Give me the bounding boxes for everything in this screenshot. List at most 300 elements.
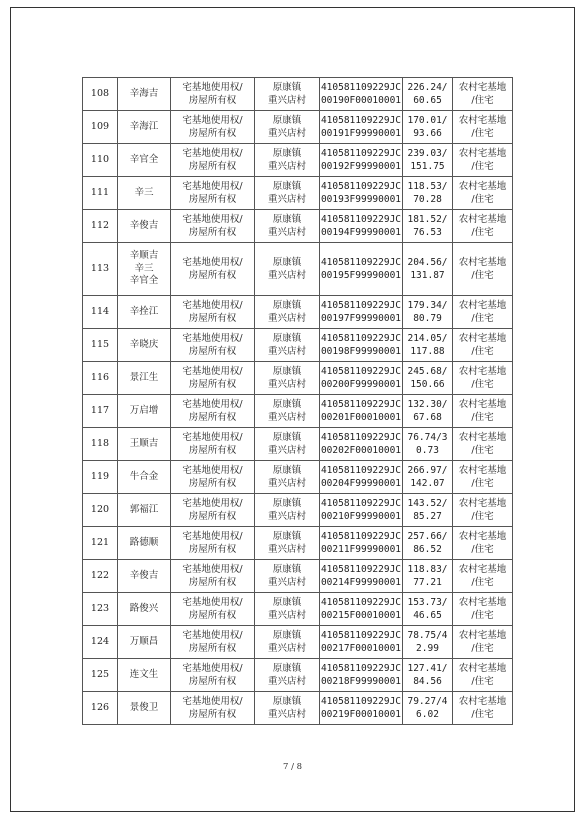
location-cell (255, 362, 320, 395)
right-type-cell (171, 626, 255, 659)
land-use-cell-line: /住宅 (471, 544, 494, 555)
unit-code-cell (320, 177, 403, 210)
land-use-cell (453, 659, 513, 692)
table-row (83, 329, 513, 362)
land-use-cell (453, 593, 513, 626)
owner-name-cell (118, 692, 171, 725)
area-cell-line: 266.97/ (407, 464, 448, 476)
land-use-cell-line: /住宅 (471, 346, 494, 357)
unit-code-cell-line: 00192F99990001 (320, 161, 402, 172)
unit-code-cell (320, 593, 403, 626)
land-use-cell-line: 农村宅基地 (458, 213, 507, 225)
location-cell-line: 原康镇 (272, 147, 302, 159)
area-cell (403, 243, 453, 296)
owner-name-cell-line: 辛俊吉 (129, 570, 159, 582)
land-use-cell-line: 农村宅基地 (458, 114, 507, 126)
row-number: 121 (83, 527, 118, 560)
area-cell-line: 181.52/ (407, 213, 448, 225)
table-row (83, 593, 513, 626)
owner-name-cell-line: 辛海吉 (129, 88, 159, 100)
right-type-cell-line: 宅基地使用权/ (182, 695, 243, 707)
unit-code-cell-line: 00197F99990001 (320, 313, 402, 324)
area-cell-line: 257.66/ (407, 530, 448, 542)
land-use-cell-line: /住宅 (471, 577, 494, 588)
table-row (83, 461, 513, 494)
row-number: 111 (83, 177, 118, 210)
right-type-cell-line: 宅基地使用权/ (182, 431, 243, 443)
unit-code-cell (320, 362, 403, 395)
location-cell (255, 527, 320, 560)
land-use-cell-line: 农村宅基地 (458, 299, 507, 311)
area-cell (403, 626, 453, 659)
land-use-cell-line: 农村宅基地 (458, 256, 507, 268)
area-cell-line: 0.73 (416, 445, 439, 456)
owner-name-cell-line: 辛官全 (129, 154, 159, 166)
records-table (82, 77, 513, 725)
area-cell-line: 76.74/3 (407, 431, 448, 443)
right-type-cell-line: 房屋所有权 (188, 270, 237, 281)
location-cell-line: 原康镇 (272, 563, 302, 575)
row-number: 122 (83, 560, 118, 593)
location-cell-line: 重兴店村 (267, 379, 306, 390)
land-use-cell-line: /住宅 (471, 511, 494, 522)
land-use-cell-line: /住宅 (471, 227, 494, 238)
table-row (83, 626, 513, 659)
right-type-cell-line: 宅基地使用权/ (182, 629, 243, 641)
area-cell (403, 461, 453, 494)
unit-code-cell-line: 410581109229JC (320, 332, 402, 344)
row-number: 108 (83, 78, 118, 111)
unit-code-cell-line: 410581109229JC (320, 365, 402, 377)
location-cell-line: 原康镇 (272, 180, 302, 192)
land-use-cell-line: 农村宅基地 (458, 662, 507, 674)
unit-code-cell-line: 410581109229JC (320, 530, 402, 542)
right-type-cell-line: 房屋所有权 (188, 95, 237, 106)
right-type-cell-line: 宅基地使用权/ (182, 256, 243, 268)
unit-code-cell-line: 00211F99990001 (320, 544, 402, 555)
location-cell-line: 原康镇 (272, 530, 302, 542)
right-type-cell-line: 房屋所有权 (188, 346, 237, 357)
right-type-cell (171, 362, 255, 395)
right-type-cell (171, 692, 255, 725)
location-cell (255, 177, 320, 210)
land-use-cell-line: /住宅 (471, 194, 494, 205)
land-use-cell (453, 177, 513, 210)
location-cell-line: 原康镇 (272, 81, 302, 93)
location-cell-line: 重兴店村 (267, 610, 306, 621)
unit-code-cell-line: 00200F99990001 (320, 379, 402, 390)
row-number: 118 (83, 428, 118, 461)
right-type-cell (171, 461, 255, 494)
land-use-cell-line: /住宅 (471, 643, 494, 654)
land-use-cell-line: 农村宅基地 (458, 497, 507, 509)
unit-code-cell (320, 560, 403, 593)
area-cell-line: 6.02 (416, 709, 439, 720)
table-row (83, 362, 513, 395)
owner-name-cell (118, 111, 171, 144)
unit-code-cell-line: 410581109229JC (320, 629, 402, 641)
row-number: 119 (83, 461, 118, 494)
area-cell-line: 214.05/ (407, 332, 448, 344)
unit-code-cell (320, 659, 403, 692)
area-cell-line: 153.73/ (407, 596, 448, 608)
area-cell-line: 118.53/ (407, 180, 448, 192)
area-cell-line: 117.88 (410, 346, 445, 357)
owner-name-cell (118, 362, 171, 395)
right-type-cell-line: 房屋所有权 (188, 161, 237, 172)
area-cell-line: 93.66 (413, 128, 442, 139)
area-cell (403, 210, 453, 243)
land-use-cell-line: 农村宅基地 (458, 398, 507, 410)
table-row (83, 692, 513, 725)
land-use-cell-line: /住宅 (471, 610, 494, 621)
area-cell-line: 143.52/ (407, 497, 448, 509)
location-cell-line: 原康镇 (272, 114, 302, 126)
table-row (83, 144, 513, 177)
land-use-cell-line: 农村宅基地 (458, 596, 507, 608)
right-type-cell (171, 111, 255, 144)
area-cell (403, 144, 453, 177)
owner-name-cell-line: 万顺昌 (129, 636, 159, 648)
location-cell (255, 329, 320, 362)
owner-name-cell-line: 路俊兴 (129, 603, 159, 615)
unit-code-cell-line: 00215F00010001 (320, 610, 402, 621)
unit-code-cell-line: 00201F00010001 (320, 412, 402, 423)
location-cell-line: 原康镇 (272, 431, 302, 443)
right-type-cell-line: 宅基地使用权/ (182, 563, 243, 575)
row-number: 113 (83, 243, 118, 296)
location-cell-line: 重兴店村 (267, 544, 306, 555)
table-row (83, 659, 513, 692)
land-use-cell-line: 农村宅基地 (458, 365, 507, 377)
owner-name-cell-line: 辛官全 (129, 275, 159, 287)
right-type-cell-line: 宅基地使用权/ (182, 530, 243, 542)
area-cell (403, 659, 453, 692)
right-type-cell-line: 宅基地使用权/ (182, 398, 243, 410)
row-number: 117 (83, 395, 118, 428)
owner-name-cell (118, 626, 171, 659)
owner-name-cell (118, 243, 171, 296)
area-cell-line: 204.56/ (407, 256, 448, 268)
area-cell (403, 296, 453, 329)
unit-code-cell-line: 410581109229JC (320, 695, 402, 707)
owner-name-cell (118, 395, 171, 428)
row-number: 123 (83, 593, 118, 626)
owner-name-cell (118, 527, 171, 560)
location-cell-line: 重兴店村 (267, 676, 306, 687)
location-cell-line: 重兴店村 (267, 194, 306, 205)
owner-name-cell-line: 辛海江 (129, 121, 159, 133)
location-cell-line: 重兴店村 (267, 709, 306, 720)
land-use-cell-line: /住宅 (471, 128, 494, 139)
owner-name-cell-line: 辛晓庆 (129, 339, 159, 351)
area-cell-line: 86.52 (413, 544, 442, 555)
land-use-cell (453, 494, 513, 527)
unit-code-cell-line: 410581109229JC (320, 398, 402, 410)
location-cell-line: 重兴店村 (267, 95, 306, 106)
owner-name-cell (118, 560, 171, 593)
land-use-cell (453, 395, 513, 428)
table-row (83, 494, 513, 527)
area-cell-line: 239.03/ (407, 147, 448, 159)
unit-code-cell (320, 78, 403, 111)
land-use-cell-line: /住宅 (471, 161, 494, 172)
right-type-cell (171, 560, 255, 593)
unit-code-cell-line: 410581109229JC (320, 114, 402, 126)
unit-code-cell-line: 00191F99990001 (320, 128, 402, 139)
land-use-cell-line: 农村宅基地 (458, 81, 507, 93)
right-type-cell-line: 宅基地使用权/ (182, 299, 243, 311)
right-type-cell-line: 宅基地使用权/ (182, 213, 243, 225)
area-cell-line: 226.24/ (407, 81, 448, 93)
unit-code-cell-line: 00193F99990001 (320, 194, 402, 205)
unit-code-cell-line: 410581109229JC (320, 464, 402, 476)
land-use-cell (453, 560, 513, 593)
unit-code-cell (320, 243, 403, 296)
location-cell (255, 461, 320, 494)
page-number: 7 / 8 (282, 762, 303, 772)
location-cell-line: 重兴店村 (267, 478, 306, 489)
owner-name-cell (118, 494, 171, 527)
right-type-cell-line: 宅基地使用权/ (182, 147, 243, 159)
owner-name-cell-line: 郭福江 (129, 504, 159, 516)
unit-code-cell (320, 210, 403, 243)
location-cell-line: 重兴店村 (267, 346, 306, 357)
area-cell (403, 111, 453, 144)
records-body (83, 78, 513, 725)
unit-code-cell-line: 410581109229JC (320, 431, 402, 443)
right-type-cell-line: 宅基地使用权/ (182, 497, 243, 509)
location-cell-line: 原康镇 (272, 256, 302, 268)
area-cell-line: 245.68/ (407, 365, 448, 377)
right-type-cell-line: 房屋所有权 (188, 313, 237, 324)
area-cell (403, 692, 453, 725)
area-cell-line: 142.07 (410, 478, 445, 489)
right-type-cell-line: 宅基地使用权/ (182, 662, 243, 674)
area-cell (403, 329, 453, 362)
location-cell (255, 494, 320, 527)
unit-code-cell-line: 00202F00010001 (320, 445, 402, 456)
land-use-cell-line: /住宅 (471, 676, 494, 687)
right-type-cell (171, 428, 255, 461)
land-use-cell (453, 144, 513, 177)
location-cell-line: 重兴店村 (267, 577, 306, 588)
table-row (83, 78, 513, 111)
location-cell (255, 560, 320, 593)
owner-name-cell (118, 461, 171, 494)
right-type-cell-line: 宅基地使用权/ (182, 596, 243, 608)
table-row (83, 428, 513, 461)
land-use-cell (453, 362, 513, 395)
owner-name-cell (118, 144, 171, 177)
owner-name-cell (118, 428, 171, 461)
unit-code-cell-line: 410581109229JC (320, 299, 402, 311)
land-use-cell-line: 农村宅基地 (458, 563, 507, 575)
unit-code-cell (320, 395, 403, 428)
unit-code-cell-line: 410581109229JC (320, 596, 402, 608)
right-type-cell-line: 宅基地使用权/ (182, 332, 243, 344)
unit-code-cell-line: 410581109229JC (320, 497, 402, 509)
location-cell (255, 692, 320, 725)
owner-name-cell (118, 329, 171, 362)
location-cell-line: 重兴店村 (267, 445, 306, 456)
right-type-cell (171, 329, 255, 362)
land-use-cell-line: 农村宅基地 (458, 431, 507, 443)
owner-name-cell (118, 177, 171, 210)
owner-name-cell-line: 辛三 (134, 262, 154, 274)
area-cell (403, 78, 453, 111)
land-use-cell-line: 农村宅基地 (458, 629, 507, 641)
area-cell-line: 60.65 (413, 95, 442, 106)
area-cell (403, 362, 453, 395)
area-cell-line: 67.68 (413, 412, 442, 423)
unit-code-cell-line: 410581109229JC (320, 213, 402, 225)
area-cell-line: 118.83/ (407, 563, 448, 575)
unit-code-cell (320, 494, 403, 527)
area-cell-line: 150.66 (410, 379, 445, 390)
land-use-cell (453, 626, 513, 659)
location-cell (255, 210, 320, 243)
right-type-cell-line: 宅基地使用权/ (182, 81, 243, 93)
row-number: 115 (83, 329, 118, 362)
land-use-cell-line: 农村宅基地 (458, 147, 507, 159)
area-cell (403, 395, 453, 428)
owner-name-cell-line: 辛三 (134, 187, 154, 199)
area-cell (403, 428, 453, 461)
unit-code-cell-line: 00219F00010001 (320, 709, 402, 720)
land-use-cell-line: 农村宅基地 (458, 464, 507, 476)
land-use-cell-line: /住宅 (471, 313, 494, 324)
row-number: 125 (83, 659, 118, 692)
land-use-cell-line: /住宅 (471, 95, 494, 106)
owner-name-cell-line: 辛俊吉 (129, 220, 159, 232)
right-type-cell-line: 房屋所有权 (188, 544, 237, 555)
location-cell (255, 111, 320, 144)
location-cell-line: 重兴店村 (267, 128, 306, 139)
row-number: 110 (83, 144, 118, 177)
area-cell-line: 80.79 (413, 313, 442, 324)
location-cell (255, 78, 320, 111)
row-number: 120 (83, 494, 118, 527)
area-cell (403, 177, 453, 210)
location-cell-line: 重兴店村 (267, 511, 306, 522)
unit-code-cell (320, 527, 403, 560)
land-use-cell (453, 78, 513, 111)
location-cell-line: 原康镇 (272, 299, 302, 311)
unit-code-cell (320, 144, 403, 177)
area-cell-line: 127.41/ (407, 662, 448, 674)
right-type-cell-line: 房屋所有权 (188, 610, 237, 621)
location-cell-line: 重兴店村 (267, 313, 306, 324)
location-cell (255, 395, 320, 428)
area-cell-line: 132.30/ (407, 398, 448, 410)
right-type-cell (171, 527, 255, 560)
land-use-cell (453, 243, 513, 296)
unit-code-cell-line: 00218F99990001 (320, 676, 402, 687)
right-type-cell-line: 房屋所有权 (188, 676, 237, 687)
location-cell (255, 428, 320, 461)
land-use-cell (453, 296, 513, 329)
unit-code-cell-line: 00204F99990001 (320, 478, 402, 489)
unit-code-cell-line: 410581109229JC (320, 180, 402, 192)
unit-code-cell-line: 410581109229JC (320, 256, 402, 268)
location-cell-line: 重兴店村 (267, 270, 306, 281)
land-use-cell-line: /住宅 (471, 379, 494, 390)
table-row (83, 177, 513, 210)
owner-name-cell (118, 210, 171, 243)
owner-name-cell-line: 路德顺 (129, 537, 159, 549)
area-cell-line: 151.75 (410, 161, 445, 172)
location-cell (255, 296, 320, 329)
unit-code-cell-line: 410581109229JC (320, 147, 402, 159)
owner-name-cell-line: 辛顺吉 (129, 250, 159, 262)
location-cell (255, 659, 320, 692)
right-type-cell (171, 296, 255, 329)
location-cell-line: 原康镇 (272, 596, 302, 608)
land-use-cell-line: 农村宅基地 (458, 180, 507, 192)
right-type-cell-line: 房屋所有权 (188, 445, 237, 456)
right-type-cell (171, 144, 255, 177)
location-cell-line: 重兴店村 (267, 227, 306, 238)
land-use-cell-line: /住宅 (471, 478, 494, 489)
unit-code-cell (320, 111, 403, 144)
area-cell (403, 560, 453, 593)
area-cell-line: 76.53 (413, 227, 442, 238)
land-use-cell-line: /住宅 (471, 709, 494, 720)
owner-name-cell-line: 连文生 (129, 669, 159, 681)
right-type-cell-line: 宅基地使用权/ (182, 365, 243, 377)
land-use-cell (453, 461, 513, 494)
right-type-cell (171, 210, 255, 243)
area-cell-line: 78.75/4 (407, 629, 448, 641)
unit-code-cell-line: 00210F99990001 (320, 511, 402, 522)
owner-name-cell (118, 78, 171, 111)
location-cell (255, 593, 320, 626)
unit-code-cell (320, 626, 403, 659)
area-cell-line: 131.87 (410, 270, 445, 281)
land-use-cell (453, 210, 513, 243)
right-type-cell-line: 房屋所有权 (188, 577, 237, 588)
land-use-cell (453, 329, 513, 362)
unit-code-cell-line: 00190F00010001 (320, 95, 402, 106)
land-use-cell (453, 692, 513, 725)
right-type-cell-line: 房屋所有权 (188, 412, 237, 423)
right-type-cell-line: 房屋所有权 (188, 194, 237, 205)
table-row (83, 111, 513, 144)
row-number: 114 (83, 296, 118, 329)
location-cell-line: 原康镇 (272, 629, 302, 641)
owner-name-cell-line: 景江生 (129, 372, 159, 384)
land-use-cell-line: /住宅 (471, 445, 494, 456)
table-row (83, 210, 513, 243)
right-type-cell (171, 494, 255, 527)
unit-code-cell (320, 692, 403, 725)
area-cell (403, 494, 453, 527)
right-type-cell-line: 房屋所有权 (188, 227, 237, 238)
unit-code-cell (320, 461, 403, 494)
land-use-cell (453, 527, 513, 560)
land-use-cell-line: /住宅 (471, 412, 494, 423)
right-type-cell (171, 78, 255, 111)
row-number: 126 (83, 692, 118, 725)
unit-code-cell (320, 296, 403, 329)
area-cell-line: 79.27/4 (407, 695, 448, 707)
area-cell (403, 593, 453, 626)
right-type-cell-line: 房屋所有权 (188, 709, 237, 720)
land-use-cell-line: 农村宅基地 (458, 332, 507, 344)
unit-code-cell-line: 00194F99990001 (320, 227, 402, 238)
right-type-cell-line: 房屋所有权 (188, 379, 237, 390)
